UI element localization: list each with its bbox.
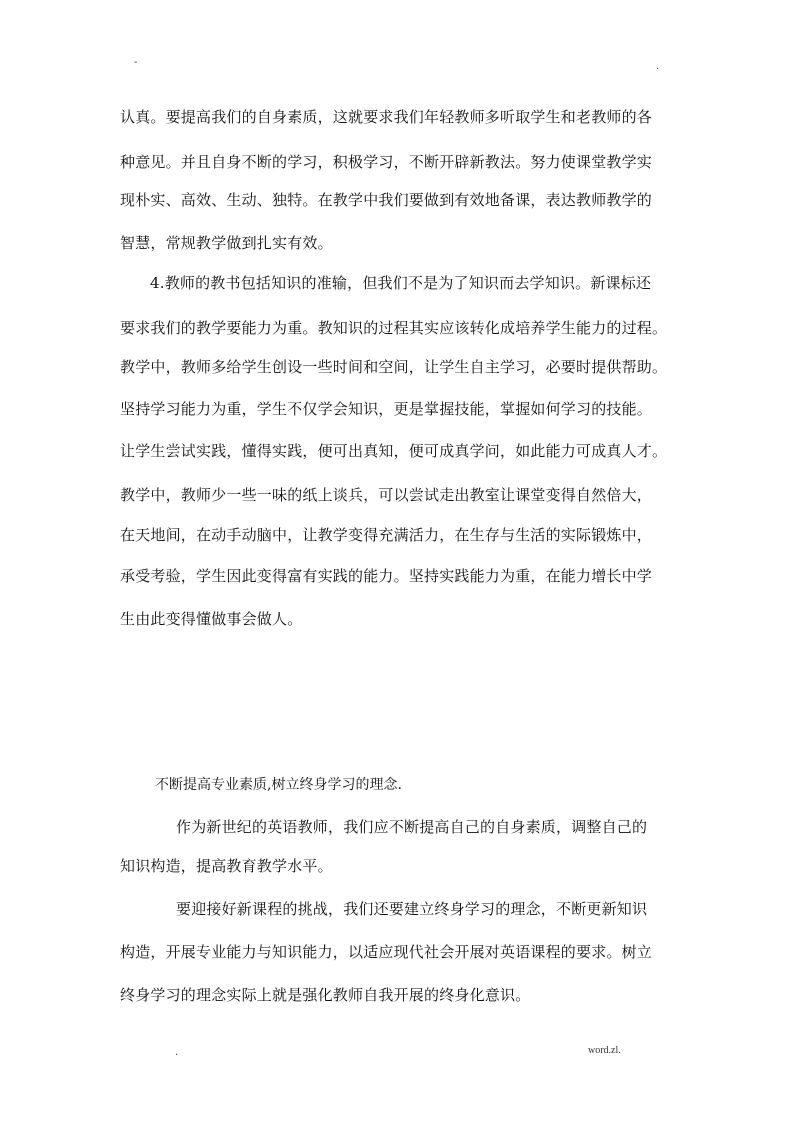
paragraph-line: 认真。要提高我们的自身素质，这就要求我们年轻教师多听取学生和老教师的各 [120,108,653,126]
paragraph-line: 坚持学习能力为重，学生不仅学会知识，更是掌握技能，掌握如何学习的技能。 [120,400,653,418]
footer-text: word.zl. [588,1045,621,1056]
paragraph-line: 生由此变得懂做事会做人。 [120,610,303,628]
paragraph-line: 终身学习的理念实际上就是强化教师自我开展的终身化意识。 [120,986,531,1004]
paragraph-line: 智慧，常规教学做到扎实有效。 [120,234,333,252]
paragraph-line: 知识构造，提高教育教学水平。 [120,857,333,875]
paragraph-line: 教学中，教师少一些一味的纸上谈兵，可以尝试走出教室让课堂变得自然倍大， [120,486,653,504]
footer-left-mark: . [175,1047,179,1058]
paragraph-line: 承受考验，学生因此变得富有实践的能力。坚持实践能力为重，在能力增长中学 [120,567,653,585]
header-left-mark: - [134,57,138,68]
paragraph-line: 让学生尝试实践，懂得实践，便可出真知，便可成真学问，如此能力可成真人才。 [120,442,668,460]
paragraph-line: 构造，开展专业能力与知识能力，以适应现代社会开展对英语课程的要求。树立 [120,943,653,961]
paragraph-line: 教学中，教师多给学生创设一些时间和空间，让学生自主学习，必要时提供帮助。 [120,358,668,376]
paragraph-line: 作为新世纪的英语教师，我们应不断提高自己的自身素质，调整自己的 [176,818,648,836]
paragraph-line: 要求我们的教学要能力为重。教知识的过程其实应该转化成培养学生能力的过程。 [120,319,668,337]
paragraph-line: 要迎接好新课程的挑战，我们还要建立终身学习的理念，不断更新知识 [176,900,648,918]
paragraph-line: 4.教师的教书包括知识的准输，但我们不是为了知识而去学知识。新课标还 [150,274,652,292]
paragraph-line: 种意见。并且自身不断的学习，积极学习，不断开辟新教法。努力使课堂教学实 [120,153,653,171]
section-heading: 不断提高专业素质,树立终身学习的理念. [155,777,402,793]
paragraph-line: 现朴实、高效、生动、独特。在教学中我们要做到有效地备课，表达教师教学的 [120,191,653,209]
paragraph-line: 在天地间，在动手动脑中，让教学变得充满活力，在生存与生活的实际锻炼中， [120,526,653,544]
header-right-mark: . [656,61,660,72]
